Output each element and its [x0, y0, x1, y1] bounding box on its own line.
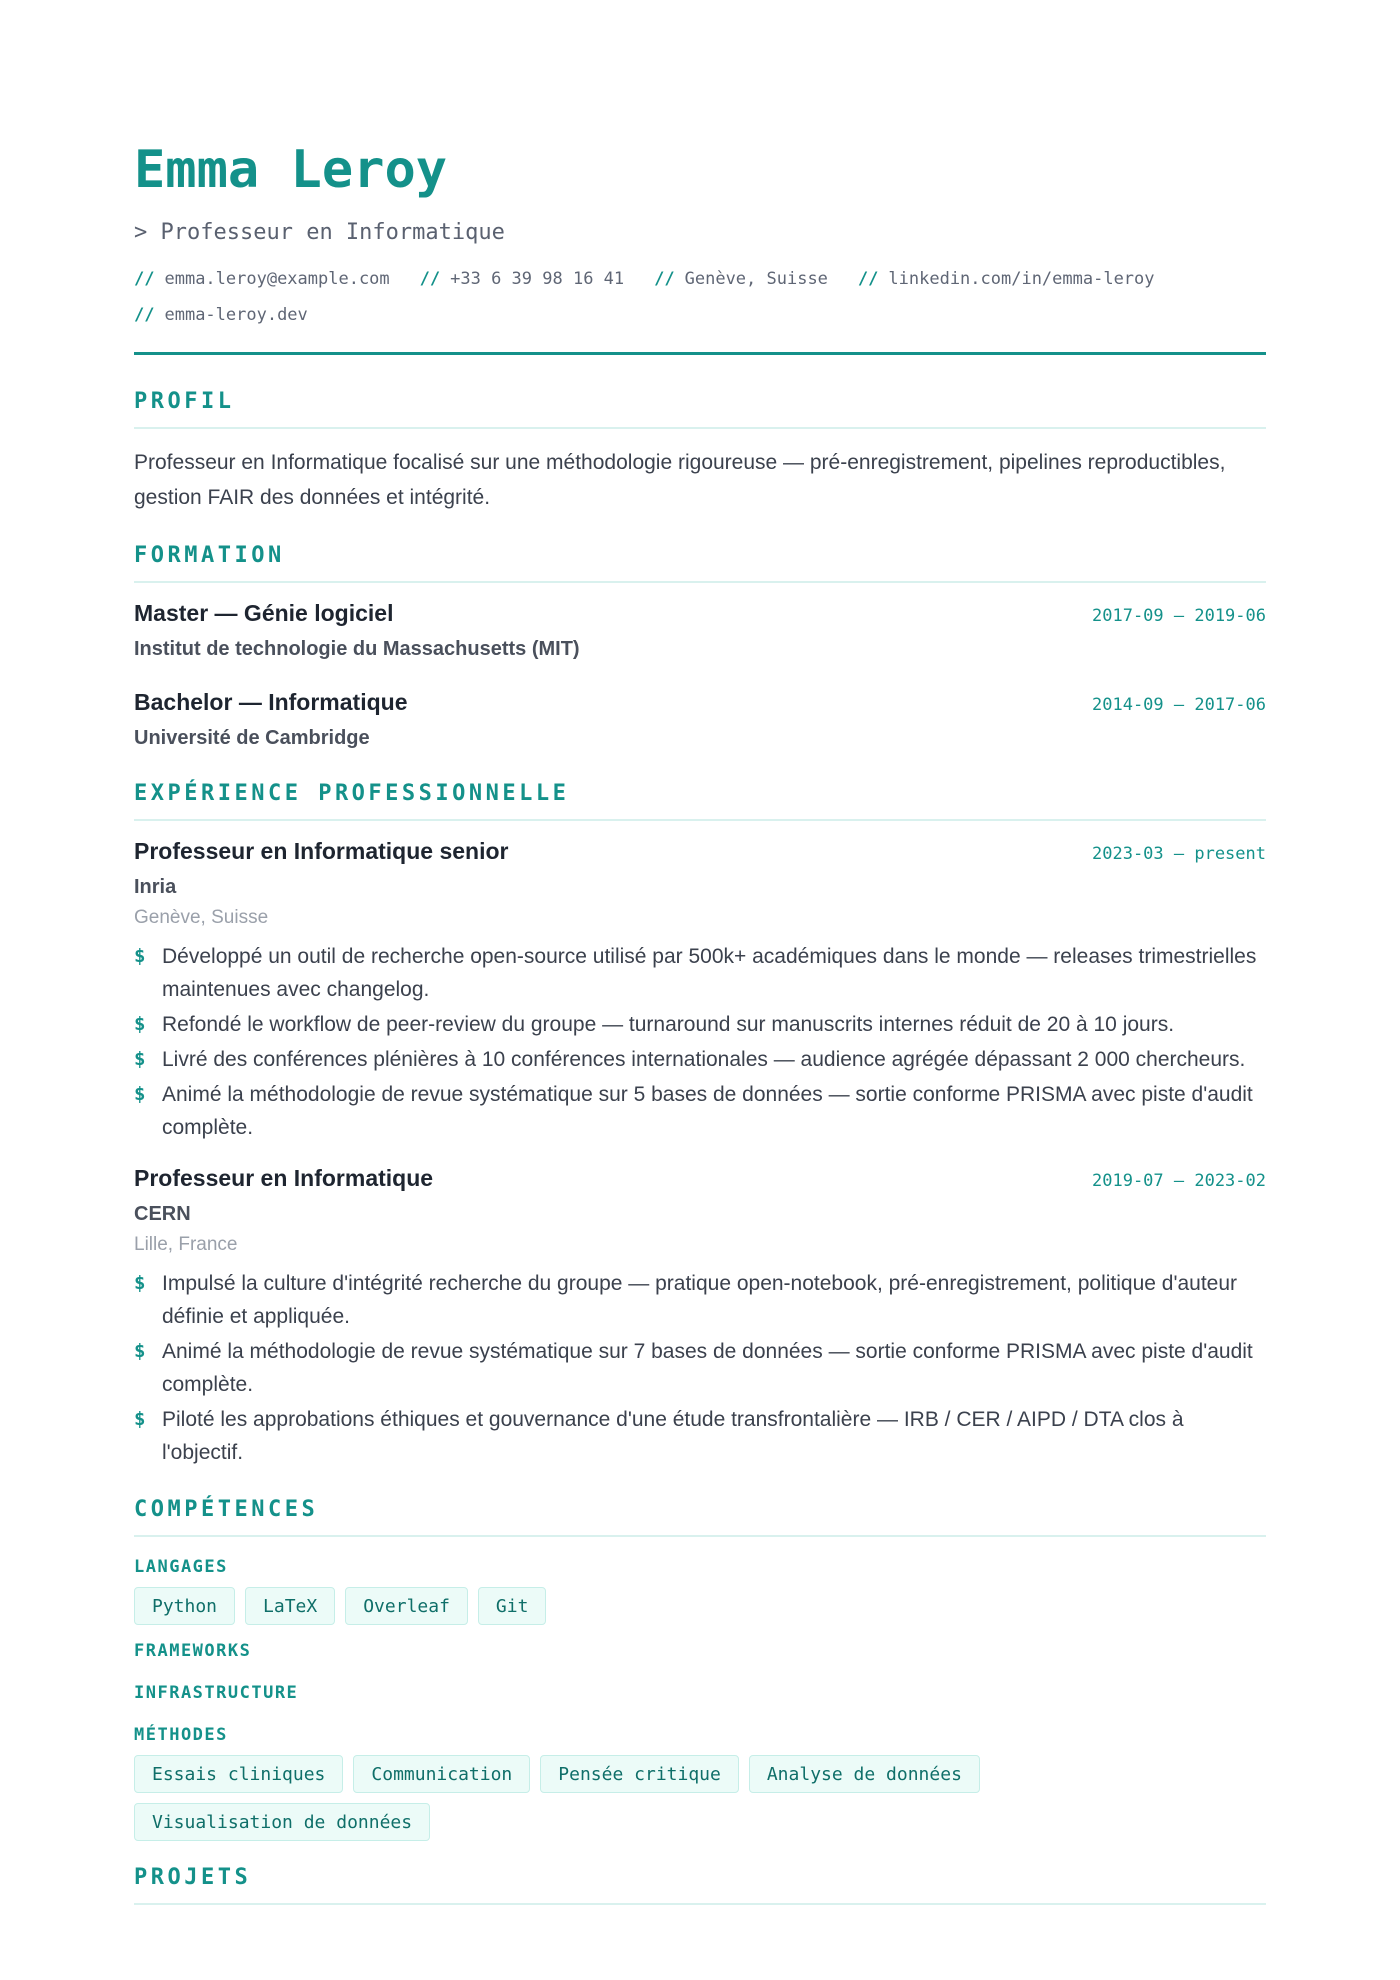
- skill-chip: Git: [478, 1587, 547, 1625]
- education-dates: 2014-09 – 2017-06: [1092, 695, 1266, 715]
- chip-list-methods: [134, 1755, 1266, 1841]
- headline: [134, 218, 1266, 248]
- achievement-item: $ Refondé le workflow de peer-review du groupe — turnaround sur manuscrits internes réduit de 20 à 10 jours.: [134, 1008, 1266, 1041]
- achievement-item: $ Développé un outil de recherche open-source utilisé par 500k+ académiques dans le monde — releases trimestrielles maintenues avec changelog.: [134, 940, 1266, 1006]
- section-title-education: FORMATION: [134, 541, 1266, 583]
- education-dates: 2017-09 – 2019-06: [1092, 606, 1266, 626]
- skill-chip: Analyse de données: [749, 1755, 980, 1793]
- job-title: Professeur en Informatique: [134, 1165, 434, 1191]
- experience-section: [134, 779, 1266, 1469]
- school-name: Université de Cambridge: [134, 727, 370, 749]
- achievement-list: [134, 940, 1266, 1144]
- skill-chip: LaTeX: [245, 1587, 335, 1625]
- bullet-symbol: $: [134, 945, 146, 967]
- achievement-item: $ Animé la méthodologie de revue systématique sur 5 bases de données — sortie conforme PRISMA avec piste d'audit complète.: [134, 1078, 1266, 1144]
- section-title-projects: PROJETS: [134, 1863, 1266, 1905]
- profile-section: [134, 387, 1266, 515]
- skill-chip: Pensée critique: [540, 1755, 739, 1793]
- section-title-skills: COMPÉTENCES: [134, 1495, 1266, 1537]
- job-dates: 2023-03 – present: [1092, 844, 1266, 864]
- education-entry: [134, 597, 1266, 664]
- skill-group-frameworks: FRAMEWORKS: [134, 1641, 252, 1661]
- bullet-symbol: $: [134, 1272, 146, 1294]
- skill-group-languages: LANGAGES: [134, 1557, 228, 1577]
- experience-entry: [134, 835, 1266, 1144]
- skill-chip: Visualisation de données: [134, 1803, 430, 1841]
- bullet-symbol: $: [134, 1013, 146, 1035]
- skill-chip: Essais cliniques: [134, 1755, 343, 1793]
- contact-linkedin[interactable]: // linkedin.com/in/emma-leroy: [857, 269, 1155, 289]
- achievement-item: $ Impulsé la culture d'intégrité recherche du groupe — pratique open-notebook, pré-enregistrement, politique d'auteur définie et appliquée.: [134, 1267, 1266, 1333]
- skill-chip: Overleaf: [345, 1587, 468, 1625]
- skills-section: [134, 1495, 1266, 1841]
- bullet-symbol: $: [134, 1048, 146, 1070]
- bullet-symbol: $: [134, 1408, 146, 1430]
- projects-section: [134, 1863, 1266, 1905]
- job-title: Professeur en Informatique senior: [134, 838, 509, 864]
- education-section: [134, 541, 1266, 753]
- job-location: Genève, Suisse: [134, 907, 269, 928]
- headline-text: Professeur en Informatique: [160, 220, 505, 245]
- bullet-symbol: $: [134, 1083, 146, 1105]
- job-dates: 2019-07 – 2023-02: [1092, 1171, 1266, 1191]
- education-entry: [134, 686, 1266, 753]
- job-location: Lille, France: [134, 1234, 238, 1255]
- header-divider: [134, 352, 1266, 355]
- experience-entry: [134, 1162, 1266, 1469]
- degree-title: Bachelor — Informatique: [134, 689, 408, 715]
- achievement-item: $ Piloté les approbations éthiques et gouvernance d'une étude transfrontalière — IRB / CER / AIPD / DTA clos à l'objectif.: [134, 1403, 1266, 1469]
- degree-title: Master — Génie logiciel: [134, 600, 394, 626]
- contact-phone[interactable]: // +33 6 39 98 16 41: [419, 269, 625, 289]
- headline-prefix: >: [134, 220, 148, 245]
- contact-list: [134, 264, 1266, 330]
- school-name: Institut de technologie du Massachusetts (MIT): [134, 638, 580, 660]
- section-title-experience: EXPÉRIENCE PROFESSIONNELLE: [134, 779, 1266, 821]
- company-name: CERN: [134, 1203, 191, 1225]
- contact-location: // Genève, Suisse: [654, 269, 828, 289]
- contact-email[interactable]: // emma.leroy@example.com: [134, 269, 390, 289]
- bullet-symbol: $: [134, 1340, 146, 1362]
- company-name: Inria: [134, 876, 177, 898]
- skill-group-infrastructure: INFRASTRUCTURE: [134, 1683, 299, 1703]
- section-title-profile: PROFIL: [134, 387, 1266, 429]
- achievement-item: $ Livré des conférences plénières à 10 conférences internationales — audience agrégée dépassant 2 000 chercheurs.: [134, 1043, 1266, 1076]
- candidate-name: Emma Leroy: [134, 140, 448, 200]
- achievement-item: $ Animé la méthodologie de revue systématique sur 7 bases de données — sortie conforme PRISMA avec piste d'audit complète.: [134, 1335, 1266, 1401]
- skill-group-methods: MÉTHODES: [134, 1725, 228, 1745]
- contact-website[interactable]: // emma-leroy.dev: [134, 305, 308, 325]
- skill-chip: Communication: [353, 1755, 530, 1793]
- achievement-list: [134, 1267, 1266, 1469]
- profile-text: Professeur en Informatique focalisé sur une méthodologie rigoureuse — pré-enregistrement, pipelines reproductibles, gestion FAIR des données et intégrité.: [134, 451, 1226, 509]
- chip-list-languages: [134, 1587, 1266, 1625]
- skill-chip: Python: [134, 1587, 235, 1625]
